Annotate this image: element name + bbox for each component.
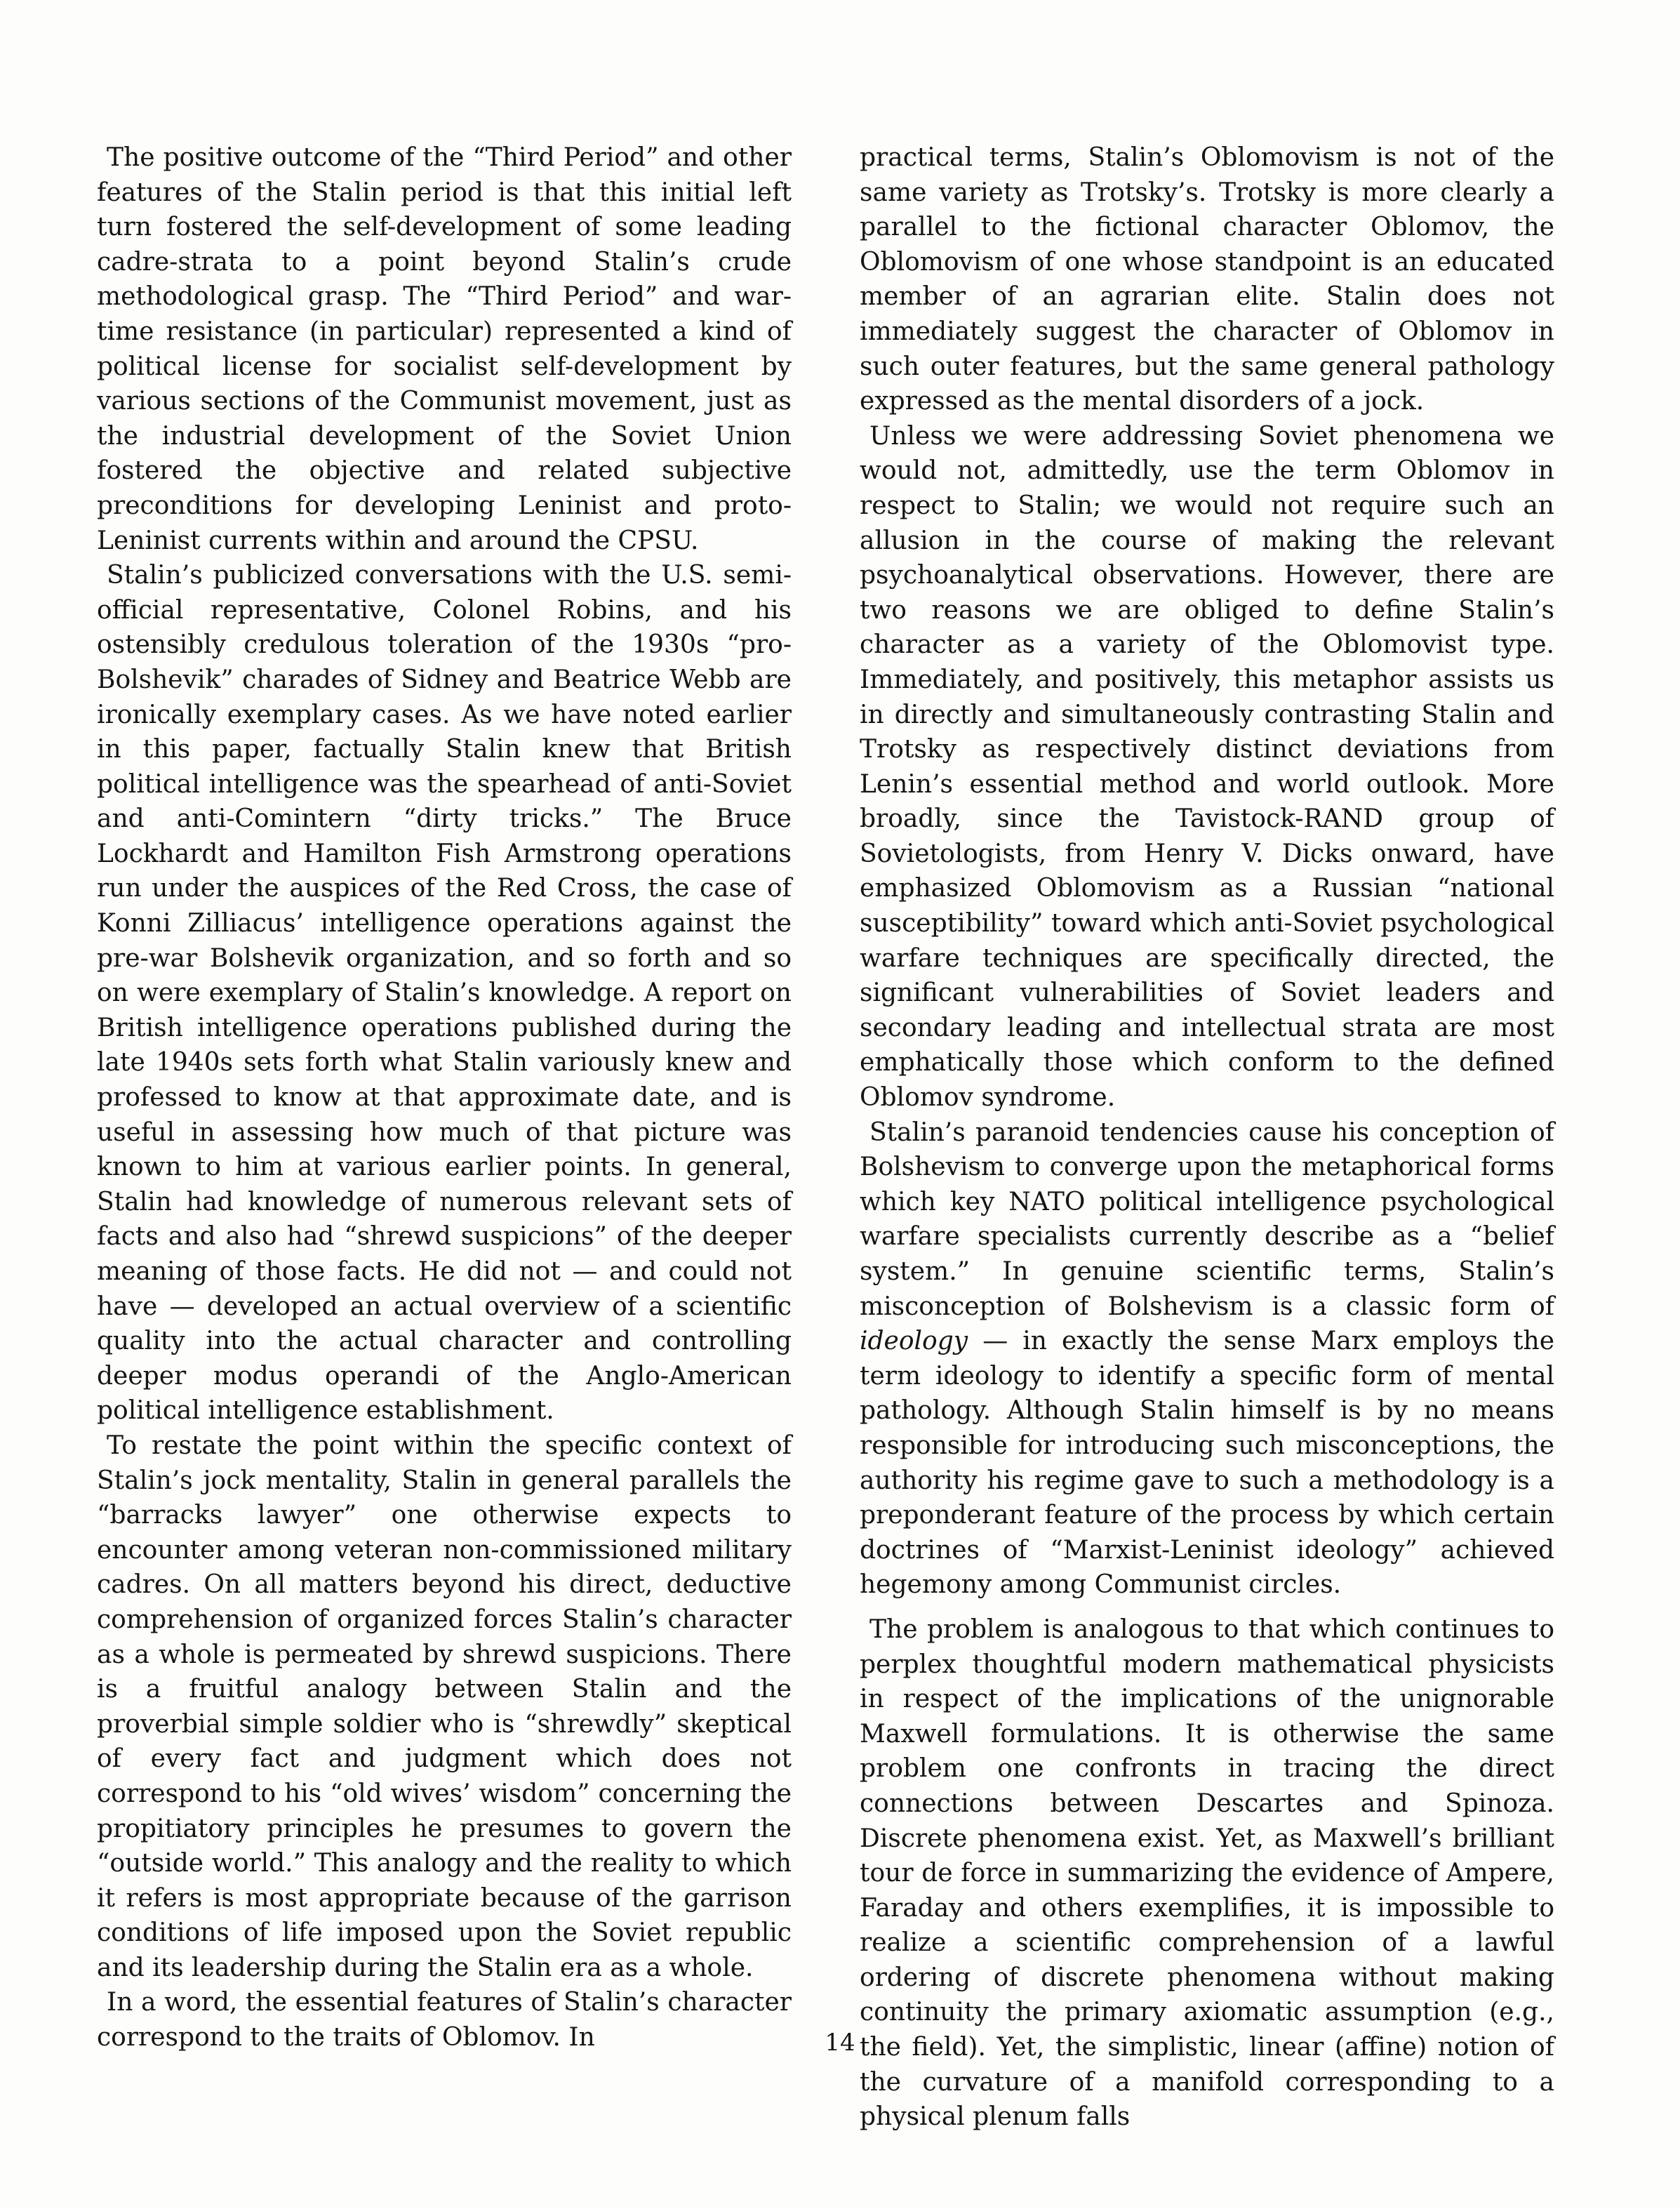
paragraph-oblomovism-varieties: practical terms, Stalin’s Oblomovism is not of the same variety as Trotsky’s. Trotsky is more clearly a parallel to the fictional character Oblomov, the Oblomovism of one whose standpoint is an educated member of an agrarian elite. Stalin does not immediately suggest the character of Oblomov in such outer features, but the same general pathology expressed as the mental disorders of a jock. [860, 143, 1554, 416]
paragraph-third-period: The positive outcome of the “Third Period” and other features of the Stalin period is that this initial left turn fostered the self-development of some leading cadre-strata to a point beyond Stalin’s crude methodological grasp. The “Third Period” and war-time resistance (in particular) represented a kind of political license for socialist self-development by various sections of the Communist movement, just as the industrial development of the Soviet Union fostered the objective and related subjective preconditions for developing Leninist and proto-Leninist currents within and around the CPSU. [97, 143, 792, 555]
ideology-emphasis: ideology [860, 1327, 968, 1356]
paragraph-oblomov-intro: In a word, the essential features of Stalin’s character correspond to the traits of Oblomov. In [97, 1988, 792, 2052]
belief-system-text-start: Stalin’s paranoid tendencies cause his conception of Bolshevism to converge upon the metaphorical forms which key NATO political intelligence psychological warfare specialists currently describe as a “belief system.” In genuine scientific terms, Stalin’s misconception of Bolshevism is a classic form of [860, 1117, 1554, 1321]
page-number: 14 [825, 2029, 855, 2057]
right-column [860, 140, 1554, 2135]
left-column [97, 140, 792, 2055]
paragraph-belief-system [860, 1115, 1554, 1603]
paragraph-maxwell-problem: The problem is analogous to that which continues to perplex thoughtful modern mathematical physicists in respect of the implications of the unignorable Maxwell formulations. It is otherwise the same problem one confronts in tracing the direct connections between Descartes and Spinoza. Discrete phenomena exist. Yet, as Maxwell’s brilliant tour de force in summarizing the evidence of Ampere, Faraday and others exemplifies, it is impossible to realize a scientific comprehension of a lawful ordering of discrete phenomena without making continuity the primary axiomatic assumption (e.g., the field). Yet, the simplistic, linear (affine) notion of the curvature of a manifold corresponding to a physical plenum falls [860, 1614, 1554, 2132]
belief-system-text-end: — in exactly the sense Marx employs the term ideology to identify a specific form of mental pathology. Although Stalin himself is by no means responsible for introducing such misconceptions, the authority his regime gave to such a methodology is a preponderant feature of the process by which certain doctrines of “Marxist-Leninist ideology” achieved hegemony among Communist circles. [860, 1327, 1554, 1600]
paragraph-jock-mentality: To restate the point within the specific context of Stalin’s jock mentality, Stalin in general parallels the “barracks lawyer” one otherwise expects to encounter among veteran non-commissioned military cadres. On all matters beyond his direct, deductive comprehension of organized forces Stalin’s character as a whole is permeated by shrewd suspicions. There is a fruitful analogy between Stalin and the proverbial simple soldier who is “shrewdly” skeptical of every fact and judgment which does not correspond to his “old wives’ wisdom” concerning the propitiatory principles he presumes to govern the “outside world.” This analogy and the reality to which it refers is most appropriate because of the garrison conditions of life imposed upon the Soviet republic and its leadership during the Stalin era as a whole. [97, 1431, 792, 1982]
paragraph-oblomov-metaphor: Unless we were addressing Soviet phenomena we would not, admittedly, use the term Oblomov in respect to Stalin; we would not require such an allusion in the course of making the relevant psychoanalytical observations. However, there are two reasons we are obliged to define Stalin’s character as a variety of the Oblomovist type. Immediately, and positively, this metaphor assists us in directly and simultaneously contrasting Stalin and Trotsky as respectively distinct deviations from Lenin’s essential method and world outlook. More broadly, since the Tavistock-RAND group of Sovietologists, from Henry V. Dicks onward, have emphasized Oblomovism as a Russian “national susceptibility” toward which anti-Soviet psychological warfare techniques are specifically directed, the significant vulnerabilities of Soviet leaders and secondary leading and intellectual strata are most emphatically those which conform to the defined Oblomov syndrome. [860, 421, 1554, 1113]
paragraph-robins-webb: Stalin’s publicized conversations with the U.S. semi-official representative, Colonel Robins, and his ostensibly credulous toleration of the 1930s “pro-Bolshevik” charades of Sidney and Beatrice Webb are ironically exemplary cases. As we have noted earlier in this paper, factually Stalin knew that British political intelligence was the spearhead of anti-Soviet and anti-Comintern “dirty tricks.” The Bruce Lockhardt and Hamilton Fish Armstrong operations run under the auspices of the Red Cross, the case of Konni Zilliacus’ intelligence operations against the pre-war Bolshevik organization, and so forth and so on were exemplary of Stalin’s knowledge. A report on British intelligence operations published during the late 1940s sets forth what Stalin variously knew and professed to know at that approximate date, and is useful in assessing how much of that picture was known to him at various earlier points. In general, Stalin had knowledge of numerous relevant sets of facts and also had “shrewd suspicions” of the deeper meaning of those facts. He did not — and could not have — developed an actual overview of a scientific quality into the actual character and controlling deeper modus operandi of the Anglo-American political intelligence establishment. [97, 561, 792, 1426]
